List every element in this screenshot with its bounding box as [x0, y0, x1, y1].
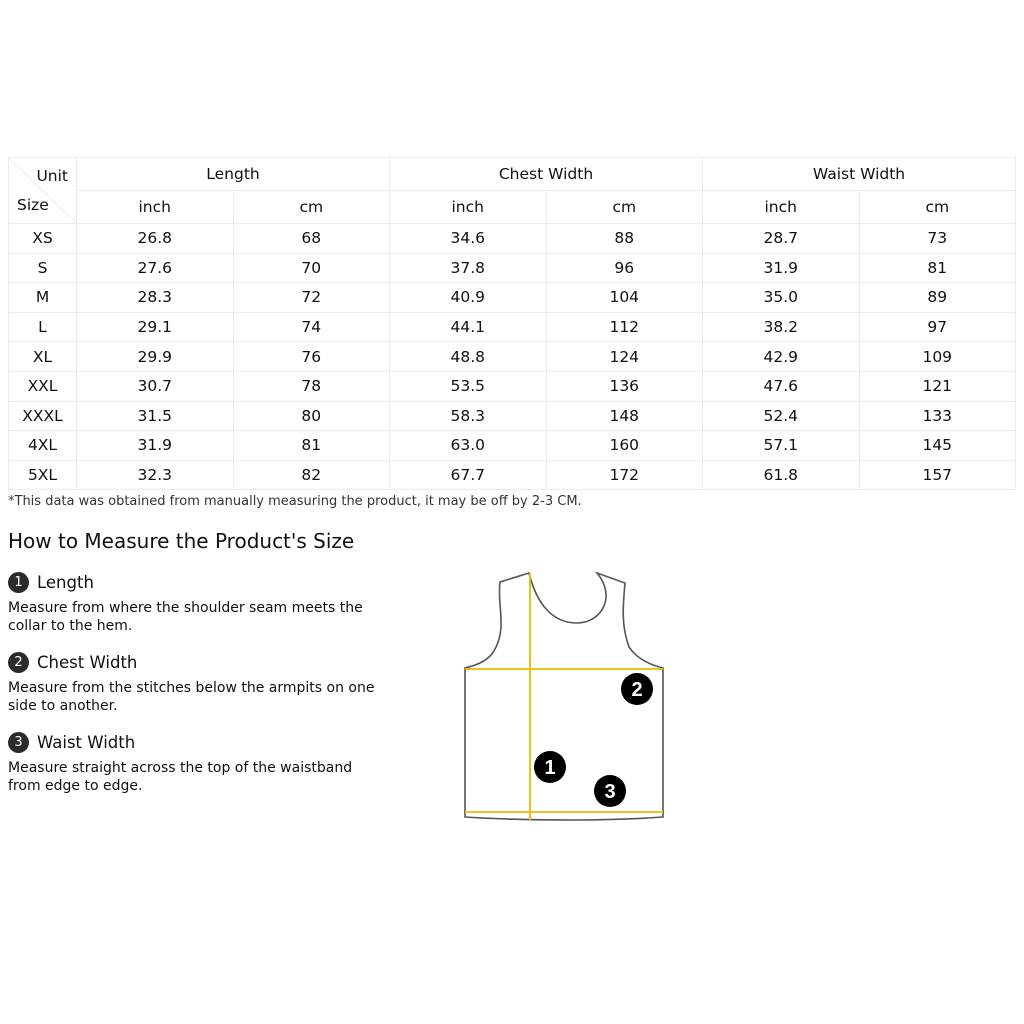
table-body	[9, 224, 1016, 490]
corner-unit-label: Unit	[36, 167, 68, 185]
size-label-cell: M	[9, 283, 77, 313]
value-cell: 29.9	[77, 342, 234, 372]
step-waist-width	[8, 730, 378, 795]
value-cell: 70	[233, 253, 390, 283]
value-cell: 32.3	[77, 460, 234, 490]
step-chest-width	[8, 650, 378, 715]
size-label-cell: 5XL	[9, 460, 77, 490]
value-cell: 29.1	[77, 312, 234, 342]
value-cell: 121	[859, 371, 1016, 401]
table-row	[9, 460, 1016, 490]
value-cell: 89	[859, 283, 1016, 313]
measurement-note: *This data was obtained from manually measuring the product, it may be off by 2-3 CM.	[8, 494, 582, 509]
table-row	[9, 342, 1016, 372]
value-cell: 63.0	[390, 431, 547, 461]
table-row	[9, 401, 1016, 431]
table-corner-cell	[9, 158, 77, 224]
value-cell: 109	[859, 342, 1016, 372]
value-cell: 74	[233, 312, 390, 342]
value-cell: 28.3	[77, 283, 234, 313]
size-label-cell: S	[9, 253, 77, 283]
unit-header: cm	[233, 191, 390, 224]
value-cell: 34.6	[390, 224, 547, 254]
value-cell: 160	[546, 431, 703, 461]
value-cell: 133	[859, 401, 1016, 431]
value-cell: 44.1	[390, 312, 547, 342]
table-row	[9, 253, 1016, 283]
group-header-chest-width: Chest Width	[390, 158, 703, 191]
value-cell: 67.7	[390, 460, 547, 490]
value-cell: 88	[546, 224, 703, 254]
value-cell: 68	[233, 224, 390, 254]
marker-1	[534, 751, 566, 783]
step-title: Length	[37, 572, 94, 592]
value-cell: 81	[233, 431, 390, 461]
value-cell: 38.2	[703, 312, 860, 342]
value-cell: 81	[859, 253, 1016, 283]
step-title: Chest Width	[37, 652, 138, 672]
value-cell: 97	[859, 312, 1016, 342]
value-cell: 27.6	[77, 253, 234, 283]
step-description: Measure straight across the top of the waistband from edge to edge.	[8, 760, 353, 794]
unit-header: inch	[77, 191, 234, 224]
step-number-badge: 2	[8, 652, 29, 673]
step-description: Measure from the stitches below the armpits on one side to another.	[8, 680, 375, 714]
value-cell: 30.7	[77, 371, 234, 401]
size-label-cell: XL	[9, 342, 77, 372]
marker-2	[621, 673, 653, 705]
size-label-cell: 4XL	[9, 431, 77, 461]
marker-2-label: 2	[631, 679, 643, 701]
step-description: Measure from where the shoulder seam meets the collar to the hem.	[8, 600, 363, 634]
value-cell: 31.9	[703, 253, 860, 283]
step-title: Waist Width	[37, 732, 136, 752]
value-cell: 52.4	[703, 401, 860, 431]
value-cell: 145	[859, 431, 1016, 461]
tank-top-diagram	[455, 565, 675, 830]
value-cell: 37.8	[390, 253, 547, 283]
value-cell: 82	[233, 460, 390, 490]
size-label-cell: L	[9, 312, 77, 342]
group-header-length: Length	[77, 158, 390, 191]
value-cell: 61.8	[703, 460, 860, 490]
unit-header: inch	[703, 191, 860, 224]
value-cell: 136	[546, 371, 703, 401]
value-cell: 42.9	[703, 342, 860, 372]
value-cell: 78	[233, 371, 390, 401]
step-number-badge: 3	[8, 732, 29, 753]
value-cell: 40.9	[390, 283, 547, 313]
table-header-row-units	[9, 191, 1016, 224]
value-cell: 57.1	[703, 431, 860, 461]
unit-header: inch	[390, 191, 547, 224]
table-row	[9, 431, 1016, 461]
size-label-cell: XXXL	[9, 401, 77, 431]
value-cell: 76	[233, 342, 390, 372]
value-cell: 157	[859, 460, 1016, 490]
value-cell: 26.8	[77, 224, 234, 254]
table-row	[9, 371, 1016, 401]
value-cell: 104	[546, 283, 703, 313]
value-cell: 112	[546, 312, 703, 342]
value-cell: 80	[233, 401, 390, 431]
section-title: How to Measure the Product's Size	[8, 529, 355, 553]
value-cell: 96	[546, 253, 703, 283]
unit-header: cm	[546, 191, 703, 224]
size-label-cell: XS	[9, 224, 77, 254]
value-cell: 48.8	[390, 342, 547, 372]
value-cell: 28.7	[703, 224, 860, 254]
table-row	[9, 283, 1016, 313]
marker-3	[594, 775, 626, 807]
value-cell: 72	[233, 283, 390, 313]
marker-1-label: 1	[544, 757, 556, 779]
value-cell: 35.0	[703, 283, 860, 313]
table-row	[9, 224, 1016, 254]
value-cell: 172	[546, 460, 703, 490]
value-cell: 148	[546, 401, 703, 431]
step-length	[8, 570, 378, 635]
value-cell: 124	[546, 342, 703, 372]
value-cell: 58.3	[390, 401, 547, 431]
value-cell: 53.5	[390, 371, 547, 401]
size-chart-table	[8, 157, 1016, 490]
value-cell: 73	[859, 224, 1016, 254]
table-row	[9, 312, 1016, 342]
size-label-cell: XXL	[9, 371, 77, 401]
value-cell: 31.5	[77, 401, 234, 431]
corner-size-label: Size	[17, 196, 49, 214]
step-number-badge: 1	[8, 572, 29, 593]
group-header-waist-width: Waist Width	[703, 158, 1016, 191]
value-cell: 31.9	[77, 431, 234, 461]
marker-3-label: 3	[604, 781, 616, 803]
table-header-row-groups	[9, 158, 1016, 191]
value-cell: 47.6	[703, 371, 860, 401]
unit-header: cm	[859, 191, 1016, 224]
